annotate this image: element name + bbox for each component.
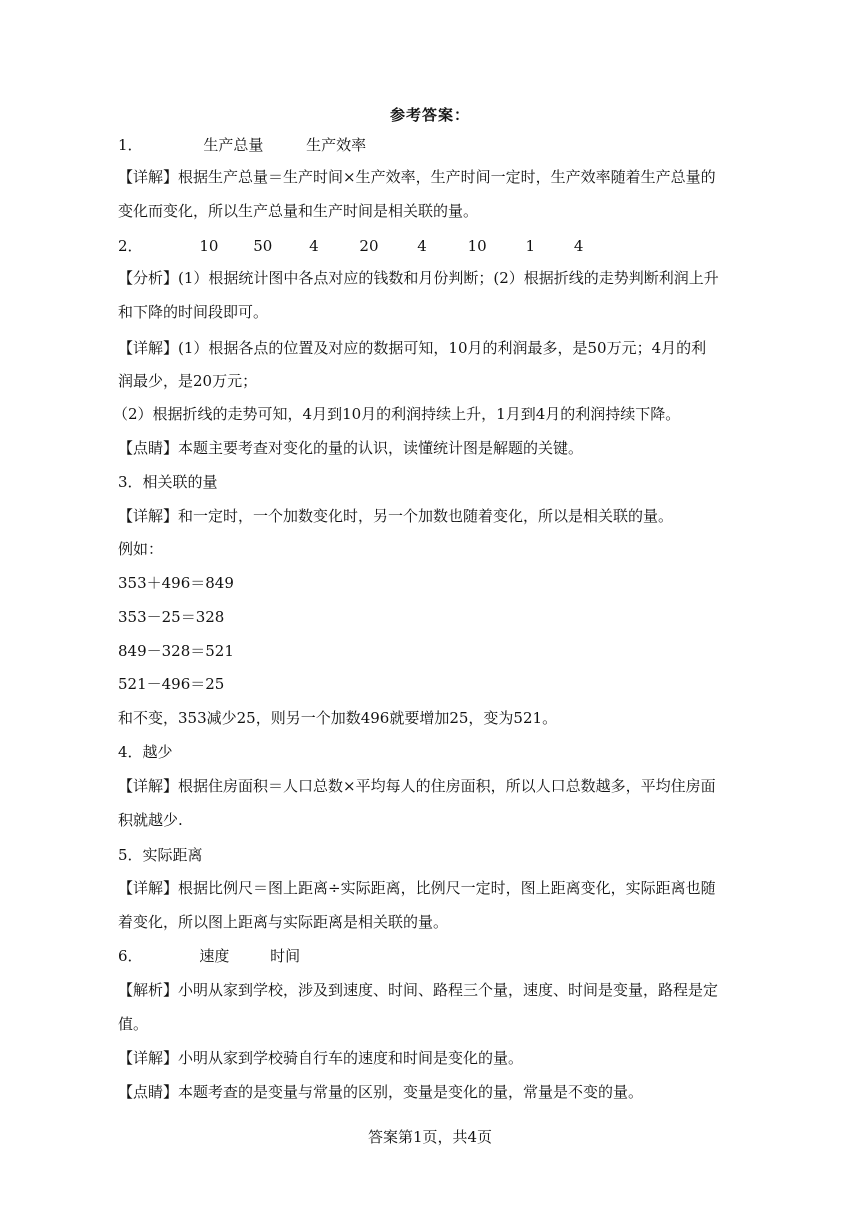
q5-detail-line-2: 着变化，所以图上距离与实际距离是相关联的量。 <box>118 913 449 931</box>
q3-equation-3: 849－328＝521 <box>118 642 234 660</box>
q4-detail-line-1: 【详解】根据住房面积＝人口总数×平均每人的住房面积，所以人口总数越多，平均住房面 <box>118 777 716 795</box>
q3-answer-line: 3．相关联的量 <box>118 473 218 491</box>
q5-detail-line-1: 【详解】根据比例尺＝图上距离÷实际距离，比例尺一定时，图上距离变化，实际距离也随 <box>118 879 716 897</box>
q2-answer-3: 4 <box>309 237 319 255</box>
q1-answer-2: 生产效率 <box>306 136 367 154</box>
q2-answer-6: 10 <box>467 237 487 255</box>
q2-answer-line <box>118 236 738 256</box>
q2-analysis-line-2: 和下降的时间段即可。 <box>118 303 269 321</box>
page-footer: 答案第1页，共4页 <box>367 1128 493 1146</box>
page-title: 参考答案： <box>389 106 470 124</box>
q3-conclusion: 和不变，353减少25，则另一个加数496就要增加25，变为521。 <box>118 709 558 727</box>
q4-answer-line: 4．越少 <box>118 743 173 761</box>
q6-analysis-line-1: 【解析】小明从家到学校，涉及到速度、时间、路程三个量，速度、时间是变量，路程是定 <box>118 981 719 999</box>
q4-detail-line-2: 积就越少. <box>118 811 183 829</box>
q6-number: 6． <box>118 947 143 965</box>
q1-number: 1． <box>118 136 143 154</box>
q2-answer-8: 4 <box>573 237 584 255</box>
q6-answer-line <box>118 946 738 966</box>
q2-number: 2． <box>118 237 143 255</box>
q1-detail-line-1: 【详解】根据生产总量＝生产时间×生产效率，生产时间一定时，生产效率随着生产总量的 <box>118 168 716 186</box>
q6-answer-2: 时间 <box>270 947 301 965</box>
q1-detail-line-2: 变化而变化，所以生产总量和生产时间是相关联的量。 <box>118 202 479 220</box>
q3-detail: 【详解】和一定时，一个加数变化时，另一个加数也随着变化，所以是相关联的量。 <box>118 507 674 525</box>
q6-detail: 【详解】小明从家到学校骑自行车的速度和时间是变化的量。 <box>118 1049 524 1067</box>
q2-answer-4: 20 <box>359 237 379 255</box>
q1-answer-1: 生产总量 <box>203 136 264 154</box>
q2-answer-5: 4 <box>417 237 427 255</box>
q2-detail-line-1: 【详解】(1）根据各点的位置及对应的数据可知，10月的利润最多，是50万元；4月的利 <box>118 339 707 357</box>
q3-equation-4: 521－496＝25 <box>118 675 225 693</box>
q1-answer-line <box>118 135 738 155</box>
q2-comment: 【点睛】本题主要考查对变化的量的认识，读懂统计图是解题的关键。 <box>118 439 584 457</box>
q5-answer-line: 5．实际距离 <box>118 846 203 864</box>
q2-detail-line-3: （2）根据折线的走势可知，4月到10月的利润持续上升，1月到4月的利润持续下降。 <box>113 405 681 423</box>
q2-answer-1: 10 <box>199 237 219 255</box>
q2-answer-7: 1 <box>525 237 536 255</box>
q6-comment: 【点睛】本题考查的是变量与常量的区别，变量是变化的量，常量是不变的量。 <box>118 1083 644 1101</box>
q3-equation-1: 353＋496＝849 <box>118 574 234 592</box>
q2-detail-line-2: 润最少，是20万元； <box>118 372 258 390</box>
q3-equation-2: 353－25＝328 <box>118 608 225 626</box>
q6-answer-1: 速度 <box>199 947 230 965</box>
q2-analysis-line-1: 【分析】(1）根据统计图中各点对应的钱数和月份判断；(2）根据折线的走势判断利润上升 <box>118 269 719 287</box>
q2-answer-2: 50 <box>253 237 273 255</box>
q6-analysis-line-2: 值。 <box>118 1015 149 1033</box>
q3-example-label: 例如： <box>118 540 164 558</box>
